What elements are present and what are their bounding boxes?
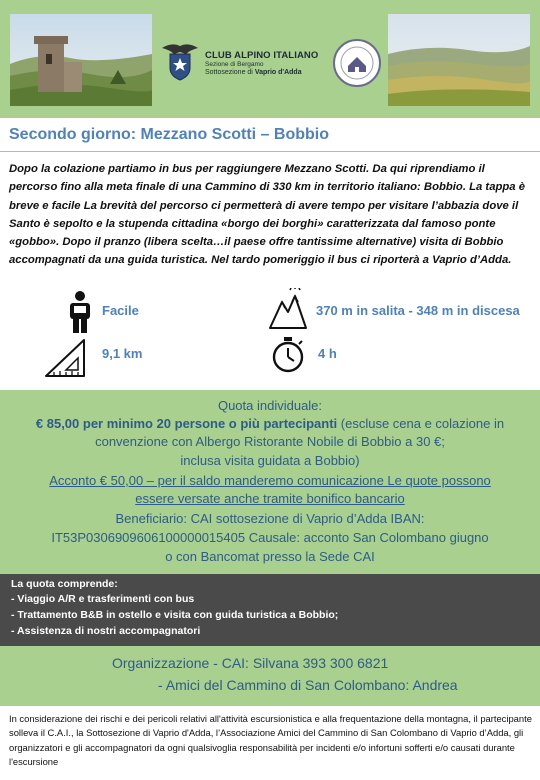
distance-value: 9,1 km [102, 346, 143, 361]
cai-logo-icon [160, 40, 200, 82]
bancomat-line: o con Bancomat presso la Sede CAI [165, 549, 375, 564]
hills-photo [388, 14, 530, 106]
day-description: Dopo la colazione partiamo in bus per raggiungere Mezzano Scotti. Da qui riprendiamo il percorso fino alla meta finale di una Cammino di 330 km in territorio italiano: Bobbio. La tappa è breve e facile La brevità del percorso ci permetterà di avere tempo per visitare l’abbazia dove il Santo è sepolto e la stupenda cittadina «borgo dei borghi» caratterizzata dal famoso ponte «gobbo». Dopo il pranzo (libera scelta…il paese offre tantissime alternative) visita di Bobbio accompagnati da una guida turistica. Nel tardo pomeriggio il bus ci riporterà a Vaprio d’Adda. [9, 163, 525, 267]
org-cai-contact: Organizzazione - CAI: Silvana 393 300 6821 [112, 655, 389, 671]
beneficiary-line: Beneficiario: CAI sottosezione di Vaprio d’Adda IBAN: [115, 511, 425, 526]
includes-item: - Assistenza di nostri accompagnatori [11, 625, 201, 637]
ruler-triangle-icon [42, 336, 88, 385]
includes-heading: La quota comprende: [11, 578, 118, 590]
quota-heading: Quota individuale: [217, 398, 323, 413]
mountain-icon [268, 288, 308, 337]
includes-item: - Trattamento B&B in ostello e visita con guida turistica a Bobbio; [11, 609, 339, 621]
quota-price-line: € 85,00 per minimo 20 persone o più partecipanti (escluse cena e colazione in [35, 416, 505, 431]
organization-section [0, 646, 540, 706]
org-amici-contact: - Amici del Cammino di San Colombano: Andrea [158, 677, 458, 693]
cammino-round-logo-icon [332, 38, 382, 88]
acconto-link[interactable]: Acconto € 50,00 – per il saldo manderemo comunicazione Le quote possono [49, 473, 491, 488]
quota-line-3: convenzione con Albergo Ristorante Nobile di Bobbio a 30 €; [95, 434, 445, 449]
castle-photo [10, 14, 152, 106]
club-subsection: Sottosezione di Vaprio d'Adda [205, 68, 302, 76]
header-banner [0, 0, 540, 118]
quota-section [0, 390, 540, 574]
difficulty-value: Facile [102, 303, 139, 318]
quota-line-4: inclusa visita guidata a Bobbio) [180, 453, 360, 468]
club-name: CLUB ALPINO ITALIANO [205, 50, 319, 61]
quota-price: € 85,00 per minimo 20 persone o più partecipanti [35, 416, 338, 431]
iban-line: IT53P0306909606100000015405 Causale: acconto San Colombano giugno [51, 530, 489, 545]
cai-text-block [205, 51, 335, 76]
disclaimer-text: In considerazione dei rischi e dei pericoli relativi all'attività escursionistica e alla frequentazione della montagna, il partecipante solleva il C.A.I., la Sottosezione di Vaprio d'Adda, l’Associazione Amici del Cammino di San Colombano di Vaprio d’Adda, gli organizzatori e gli accompagnatori da ogni qualsivoglia responsabilità per incidenti e/o infortuni sofferti e/o causati durante l'escursione [9, 713, 532, 768]
title-divider [0, 151, 540, 152]
page-title: Secondo giorno: Mezzano Scotti – Bobbio [9, 126, 329, 143]
hiker-icon [64, 290, 96, 339]
stopwatch-icon [270, 336, 306, 379]
club-section: Sezione di Bergamo [205, 61, 264, 69]
duration-value: 4 h [318, 346, 337, 361]
bonifico-link[interactable]: essere versate anche tramite bonifico bancario [135, 491, 405, 506]
includes-item: - Viaggio A/R e trasferimenti con bus [11, 593, 195, 605]
elevation-value: 370 m in salita - 348 m in discesa [316, 303, 520, 318]
includes-section [0, 574, 540, 646]
